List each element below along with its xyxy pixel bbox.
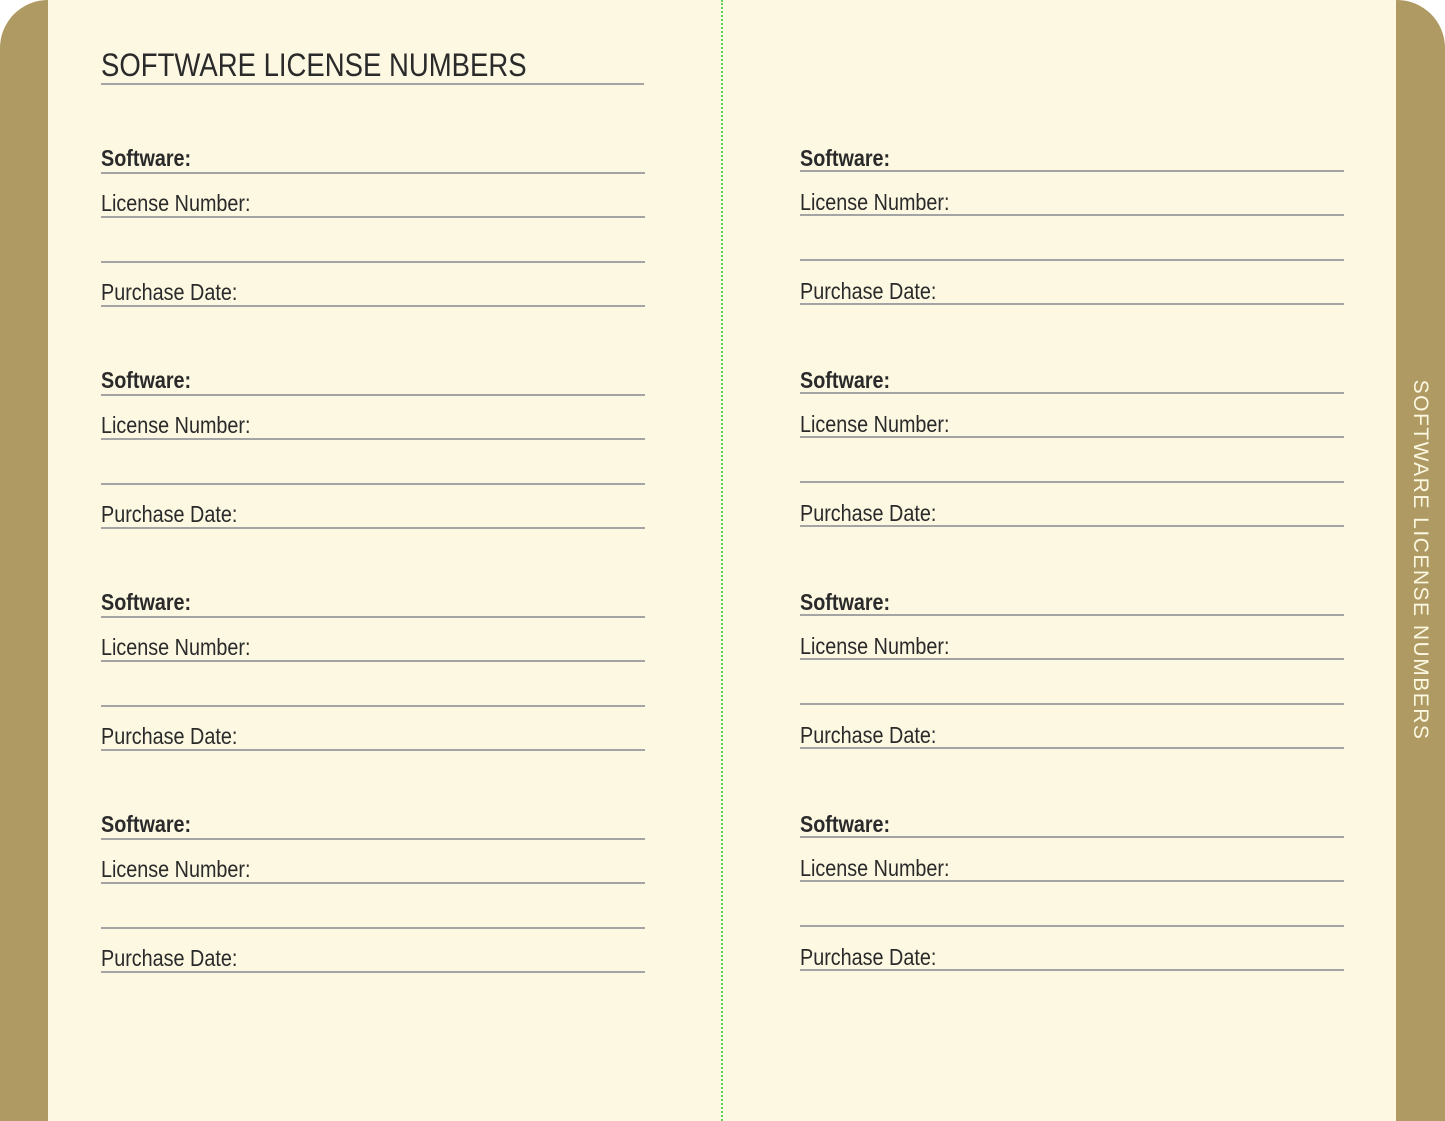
license-entry — [101, 367, 645, 537]
purchase-date-field[interactable] — [101, 749, 645, 751]
software-label: Software: — [101, 589, 192, 615]
license-number-label: License Number: — [101, 412, 251, 438]
purchase-date-label: Purchase Date: — [800, 278, 937, 304]
purchase-date-label: Purchase Date: — [800, 722, 937, 748]
license-number-extra-line[interactable] — [800, 925, 1344, 927]
license-number-field[interactable] — [101, 438, 645, 440]
license-entry — [800, 367, 1344, 537]
software-label: Software: — [800, 367, 891, 393]
license-number-extra-line[interactable] — [101, 261, 645, 263]
license-entry — [800, 589, 1344, 759]
purchase-date-field[interactable] — [800, 969, 1344, 971]
license-number-extra-line[interactable] — [800, 259, 1344, 261]
page-title — [101, 47, 644, 85]
purchase-date-field[interactable] — [800, 747, 1344, 749]
license-number-field[interactable] — [800, 880, 1344, 882]
license-entry — [101, 811, 645, 981]
purchase-date-field[interactable] — [101, 971, 645, 973]
software-field[interactable] — [800, 836, 1344, 838]
license-number-label: License Number: — [800, 855, 950, 881]
license-number-field[interactable] — [800, 214, 1344, 216]
purchase-date-label: Purchase Date: — [101, 279, 238, 305]
purchase-date-label: Purchase Date: — [800, 944, 937, 970]
license-number-field[interactable] — [800, 658, 1344, 660]
software-label: Software: — [800, 145, 891, 171]
license-number-extra-line[interactable] — [800, 481, 1344, 483]
software-label: Software: — [101, 367, 192, 393]
license-number-extra-line[interactable] — [101, 705, 645, 707]
purchase-date-label: Purchase Date: — [800, 500, 937, 526]
software-field[interactable] — [800, 392, 1344, 394]
purchase-date-field[interactable] — [101, 527, 645, 529]
purchase-date-field[interactable] — [800, 303, 1344, 305]
license-entry — [101, 589, 645, 759]
section-tab[interactable] — [1396, 0, 1445, 1121]
software-field[interactable] — [101, 172, 645, 174]
purchase-date-field[interactable] — [800, 525, 1344, 527]
license-number-field[interactable] — [800, 436, 1344, 438]
software-field[interactable] — [101, 394, 645, 396]
software-label: Software: — [101, 145, 192, 171]
license-number-label: License Number: — [101, 190, 251, 216]
license-number-label: License Number: — [800, 411, 950, 437]
purchase-date-label: Purchase Date: — [101, 501, 238, 527]
license-number-field[interactable] — [101, 882, 645, 884]
license-number-extra-line[interactable] — [101, 483, 645, 485]
license-number-label: License Number: — [800, 189, 950, 215]
license-number-extra-line[interactable] — [800, 703, 1344, 705]
license-entry — [101, 145, 645, 315]
page-gutter-divider — [721, 0, 723, 1121]
license-entry — [800, 811, 1344, 981]
software-field[interactable] — [800, 170, 1344, 172]
license-entry — [800, 145, 1344, 315]
purchase-date-label: Purchase Date: — [101, 945, 238, 971]
software-label: Software: — [101, 811, 192, 837]
software-label: Software: — [800, 811, 891, 837]
page-title-text: SOFTWARE LICENSE NUMBERS — [101, 47, 527, 83]
software-field[interactable] — [101, 616, 645, 618]
software-field[interactable] — [101, 838, 645, 840]
license-number-field[interactable] — [101, 216, 645, 218]
license-number-label: License Number: — [800, 633, 950, 659]
purchase-date-label: Purchase Date: — [101, 723, 238, 749]
license-number-label: License Number: — [101, 856, 251, 882]
software-field[interactable] — [800, 614, 1344, 616]
license-number-extra-line[interactable] — [101, 927, 645, 929]
section-tab-label: SOFTWARE LICENSE NUMBERS — [1409, 379, 1432, 741]
license-number-field[interactable] — [101, 660, 645, 662]
software-label: Software: — [800, 589, 891, 615]
license-number-label: License Number: — [101, 634, 251, 660]
purchase-date-field[interactable] — [101, 305, 645, 307]
